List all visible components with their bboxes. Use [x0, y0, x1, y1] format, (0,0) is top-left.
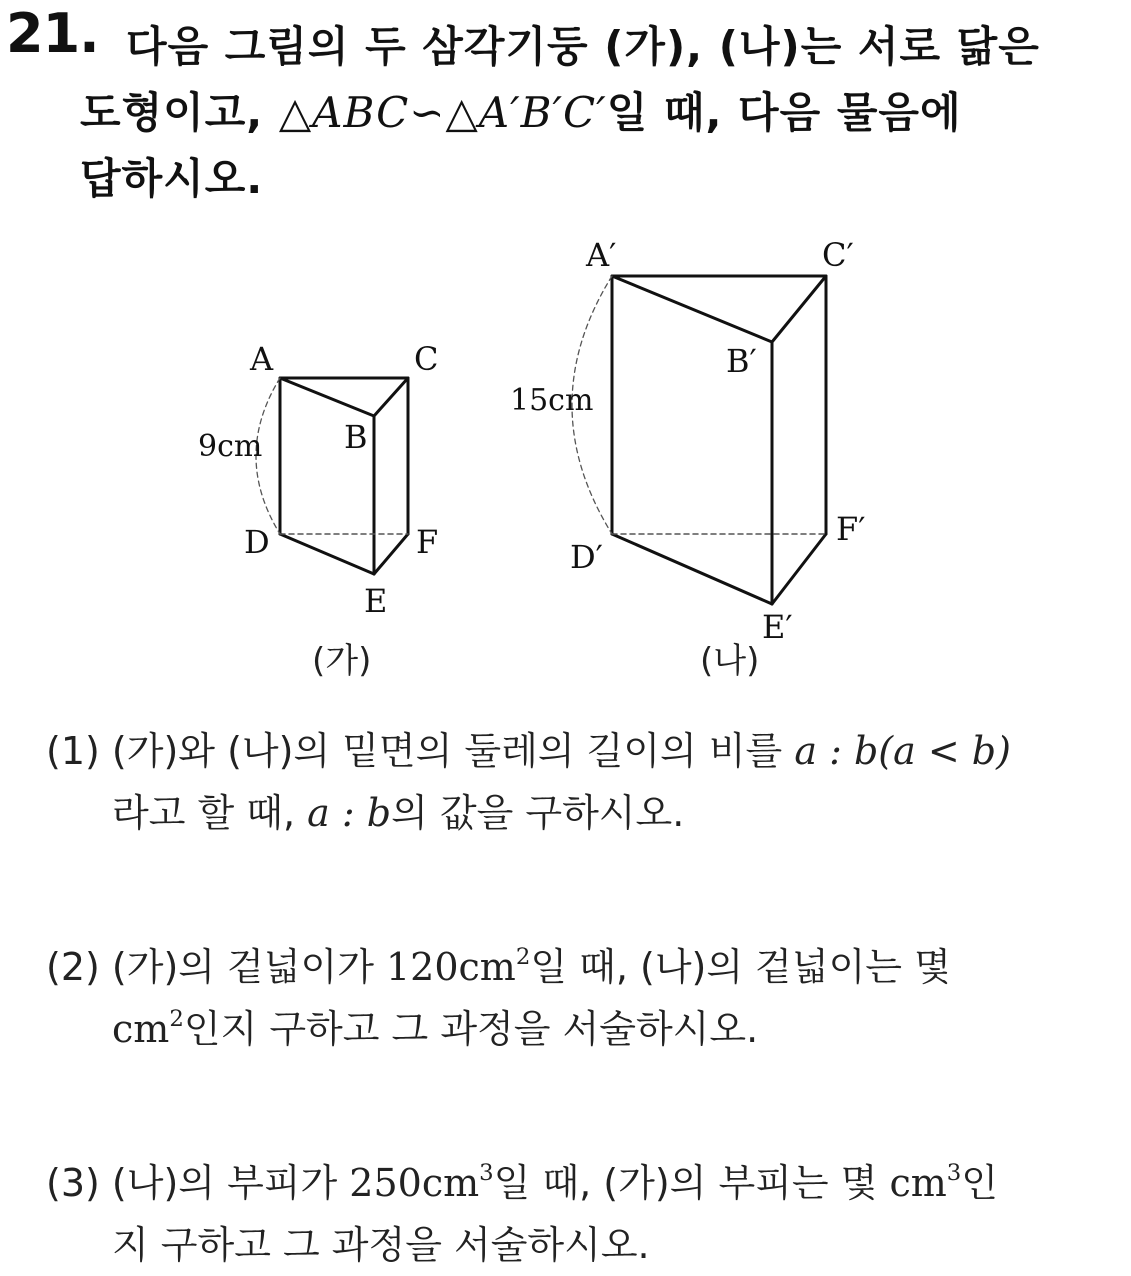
prism-large-edge-DE — [612, 534, 772, 604]
height-label-small: 9cm — [198, 429, 263, 464]
subquestion-2 — [46, 936, 1086, 1060]
subquestion-2-text-1: (가)의 겉넓이가 — [111, 945, 386, 989]
subquestion-2-line-2 — [46, 998, 1086, 1060]
subquestion-1-line-2 — [46, 782, 1086, 844]
subquestion-3 — [46, 1152, 1086, 1276]
unit-exponent: 3 — [946, 1160, 962, 1187]
label-D-prime: D′ — [570, 538, 603, 576]
unit-exponent: 2 — [169, 1006, 184, 1033]
height-label-large: 15cm — [510, 383, 594, 418]
question-stem — [80, 14, 1080, 212]
label-A: A — [250, 340, 274, 378]
subquestion-1-text-2: 라고 할 때, — [112, 791, 308, 835]
label-F-prime: F′ — [836, 510, 866, 548]
subquestion-1-line-1 — [46, 720, 1086, 782]
stem-line-2-suffix: 일 때, 다음 물음에 — [606, 88, 962, 137]
caption-na: (나) — [700, 641, 760, 681]
label-B-prime: B′ — [726, 342, 757, 380]
label-A-prime: A′ — [586, 236, 617, 274]
prism-small-top-face — [280, 378, 408, 416]
stem-line-1: 다음 그림의 두 삼각기둥 (가), (나)는 서로 닮은 — [126, 22, 1040, 71]
prism-small-edge-EF — [374, 534, 408, 574]
unit-exponent: 3 — [479, 1160, 494, 1187]
subquestion-1 — [46, 720, 1086, 844]
ratio-short: a : b — [307, 791, 392, 835]
similarity-expression: △ABC∽△A′B′C′ — [278, 88, 607, 137]
subquestion-3-line-1 — [46, 1152, 1086, 1214]
unit-cm: cm — [112, 1007, 170, 1051]
subquestion-3-line-2: 지 구하고 그 과정을 서술하시오. — [112, 1223, 650, 1267]
subquestion-3-label: (3) — [46, 1161, 100, 1205]
stem-line-2-prefix: 도형이고, — [80, 88, 279, 137]
label-C: C — [414, 340, 439, 378]
ratio-expression: a : b(a < b) — [794, 729, 1011, 773]
subquestion-2-label: (2) — [46, 945, 100, 989]
prism-small — [256, 378, 408, 574]
subquestion-1-text-3: 의 값을 구하시오. — [391, 791, 685, 835]
prism-small-edge-DE — [280, 534, 374, 574]
label-E: E — [364, 582, 388, 620]
prism-large — [572, 276, 826, 604]
subquestion-3-text-2: 일 때, (가)의 부피는 몇 — [493, 1161, 890, 1205]
label-D: D — [244, 523, 270, 561]
question-number: 21. — [6, 2, 99, 65]
surface-area-value: 120 — [385, 945, 459, 989]
subquestion-1-text-1: (가)와 (나)의 밑면의 둘레의 길이의 비를 — [111, 729, 795, 773]
label-E-prime: E′ — [762, 608, 793, 646]
subquestion-3-text-3: 인 — [961, 1161, 999, 1205]
subquestion-3-text-1: (나)의 부피가 — [111, 1161, 350, 1205]
prism-figure — [0, 220, 1131, 700]
label-F: F — [416, 523, 439, 561]
volume-value: 250 — [349, 1161, 422, 1205]
prism-diagram — [0, 220, 1131, 700]
stem-line-2 — [80, 80, 1080, 146]
caption-ga: (가) — [312, 641, 372, 681]
subquestion-2-text-3: 인지 구하고 그 과정을 서술하시오. — [183, 1007, 759, 1051]
prism-large-top-face — [612, 276, 826, 342]
unit-cm: cm — [889, 1161, 947, 1205]
subquestion-2-line-1 — [46, 936, 1086, 998]
unit-cm: cm — [421, 1161, 480, 1205]
unit-cm: cm — [458, 945, 516, 989]
stem-line-3: 답하시오. — [80, 154, 264, 203]
label-C-prime: C′ — [822, 236, 854, 274]
unit-exponent: 2 — [515, 944, 531, 971]
label-B: B — [344, 418, 368, 456]
subquestion-2-text-2: 일 때, (나)의 겉넓이는 몇 — [530, 945, 951, 989]
subquestion-1-label: (1) — [46, 729, 100, 773]
prism-large-edge-EF — [772, 534, 826, 604]
